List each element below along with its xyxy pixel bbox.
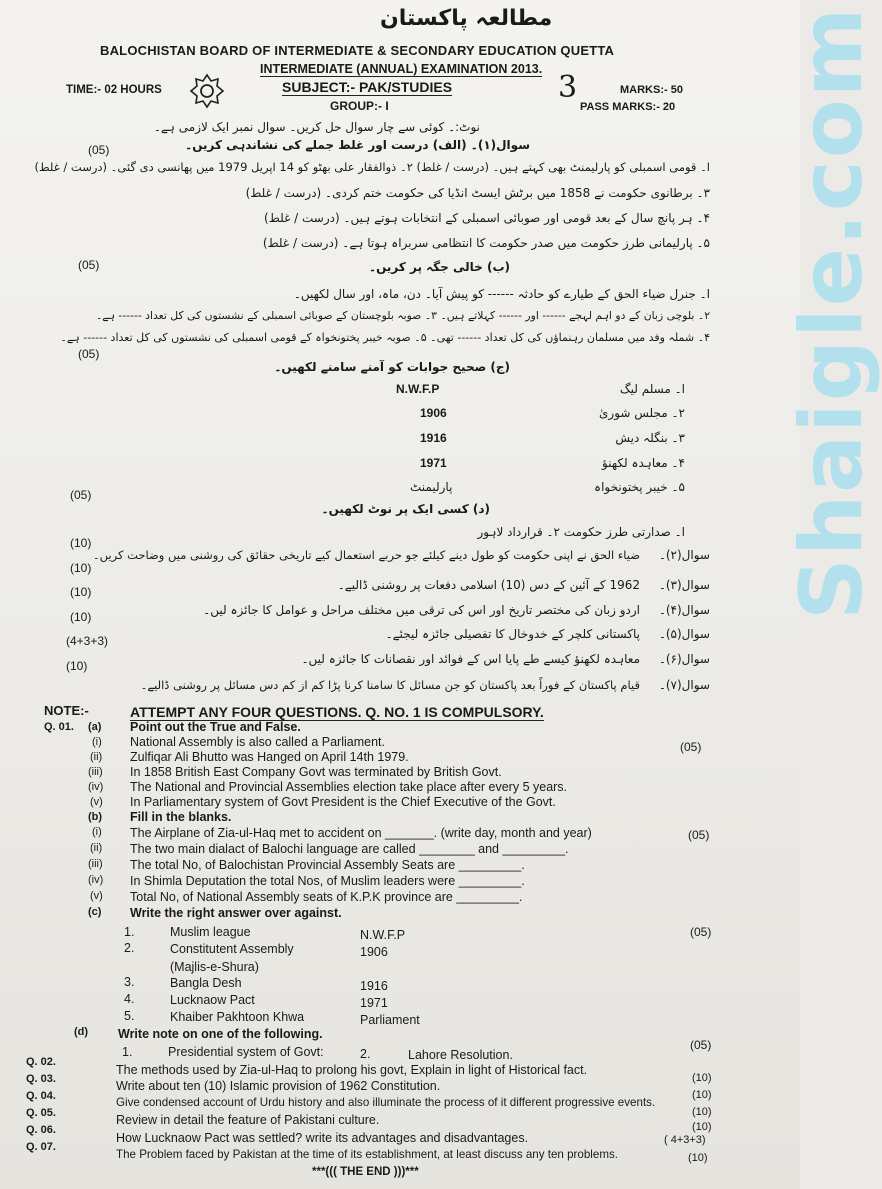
urdu-q4-label: سوال(۴)۔ <box>658 603 710 617</box>
q6-number: Q. 06. <box>26 1124 56 1136</box>
urdu-q5-marks: (10) <box>70 610 92 624</box>
urdu-q1d-marks: (05) <box>70 488 92 502</box>
urdu-q1a-item: ا۔ قومی اسمبلی کو پارلیمنٹ بھی کہتے ہیں۔ (درست / غلط) ۲۔ ذوالفقار علی بھٹو کو 14 اپریل 1979 میں پھانسی دی گئی۔ (درست / غلط) <box>34 160 710 174</box>
match-right: N.W.F.P <box>360 928 406 942</box>
exam-time: TIME:- 02 HOURS <box>66 84 162 96</box>
q1a-item: In Parliamentary system of Govt President is the Chief Executive of the Govt. <box>130 795 556 809</box>
match-right: 1906 <box>360 945 388 959</box>
match-num: 5. <box>124 1009 135 1023</box>
q1b-item: The total No, of Balochistan Provincial Assembly Seats are _________. <box>130 858 525 872</box>
urdu-match-left: ۵۔ خیبر پختونخواہ <box>594 480 685 494</box>
urdu-q3-marks: (10) <box>70 561 92 575</box>
q2-number: Q. 02. <box>26 1056 56 1068</box>
q1b-item-num: (iii) <box>88 858 103 870</box>
q6-marks: ( 4+3+3) <box>664 1134 706 1146</box>
match-num: 2. <box>124 941 135 955</box>
urdu-q1c-label: (ج) صحیح جوابات کو آمنے سامنے لکھیں۔ <box>274 360 510 374</box>
urdu-q6-label: سوال(۶)۔ <box>658 652 710 666</box>
urdu-match-right: 1971 <box>420 456 447 470</box>
urdu-q3-label: سوال(۳)۔ <box>658 578 710 592</box>
q1b-item-num: (ii) <box>90 842 103 854</box>
q1b-item-num: (v) <box>90 890 103 902</box>
q2-text: The methods used by Zia-ul-Haq to prolong his govt, Explain in light of Historical fact. <box>116 1063 588 1077</box>
urdu-match-left: ۲۔ مجلس شوریٰ <box>599 406 685 420</box>
the-end: ***((( THE END )))*** <box>312 1166 419 1178</box>
urdu-q4-marks: (10) <box>70 585 92 599</box>
match-left: Constitutent Assembly <box>170 942 294 956</box>
urdu-q4-text: اردو زبان کی مختصر تاریخ اور اس کی ترقی میں مختلف مراحل و عوامل کا جائزہ لیں۔ <box>203 603 640 617</box>
q1c-title: Write the right answer over against. <box>130 906 342 920</box>
q1d-opt1: Presidential system of Govt: <box>168 1045 324 1059</box>
q1a-item: The National and Provincial Assemblies election take place after every 5 years. <box>130 780 568 794</box>
q3-marks: (10) <box>692 1089 712 1101</box>
match-right: 1916 <box>360 979 388 993</box>
q1d-marks: (05) <box>690 1038 712 1052</box>
q1a-item-num: (v) <box>90 796 103 808</box>
q1b-item-num: (iv) <box>88 874 104 886</box>
q1b-item: In Shimla Deputation the total Nos, of Muslim leaders were _________. <box>130 874 525 888</box>
pass-marks: PASS MARKS:- 20 <box>580 101 676 113</box>
q1c-label: (c) <box>88 906 102 918</box>
q1a-item-num: (ii) <box>90 751 103 763</box>
match-left: Muslim league <box>170 925 251 939</box>
q1c-marks: (05) <box>690 925 712 939</box>
q1d-opt2-num: 2. <box>360 1047 371 1061</box>
urdu-q1c-marks: (05) <box>78 347 100 361</box>
match-num: 3. <box>124 975 135 989</box>
urdu-match-right: 1916 <box>420 431 447 445</box>
q6-text: How Lucknaow Pact was settled? write its advantages and disadvantages. <box>116 1131 529 1145</box>
q1d-label: (d) <box>74 1026 89 1038</box>
urdu-q1d-label: (د) کسی ایک پر نوٹ لکھیں۔ <box>321 502 490 516</box>
q7-text: The Problem faced by Pakistan at the time of its establishment, at least discuss any ten problems. <box>116 1148 618 1161</box>
q1a-item: National Assembly is also called a Parliament. <box>130 735 385 749</box>
urdu-match-left: ا۔ مسلم لیگ <box>619 382 685 396</box>
q1b-title: Fill in the blanks. <box>130 810 232 824</box>
urdu-match-right: N.W.F.P <box>396 382 440 396</box>
match-right: Parliament <box>360 1013 420 1027</box>
q1d-opt1-num: 1. <box>122 1045 133 1059</box>
q1b-item: Total No, of National Assembly seats of K.P.K province are _________. <box>130 890 523 904</box>
q1-number: Q. 01. <box>44 721 74 733</box>
board-logo-icon <box>190 74 224 108</box>
total-marks: MARKS:- 50 <box>620 84 683 96</box>
urdu-q5-label: سوال(۵)۔ <box>658 627 710 641</box>
q4-marks: (10) <box>692 1106 712 1118</box>
urdu-match-left: ۴۔ معاہدہ لکھنؤ <box>602 456 685 470</box>
match-left: Bangla Desh <box>170 976 242 990</box>
urdu-q1b-marks: (05) <box>78 258 100 272</box>
q1a-item: Zulfiqar Ali Bhutto was Hanged on April 14th 1979. <box>130 750 409 764</box>
q1a-label: (a) <box>88 721 102 733</box>
q1b-item: The two main dialact of Balochi language are called ________ and _________. <box>130 842 569 856</box>
watermark-text: Shaigle.com <box>782 5 882 620</box>
english-note-label: NOTE:- <box>44 703 89 718</box>
q4-text: Give condensed account of Urdu history and also illuminate the process of it different progressive events. <box>116 1096 656 1109</box>
english-note: ATTEMPT ANY FOUR QUESTIONS. Q. NO. 1 IS COMPULSORY. <box>130 704 544 720</box>
urdu-q1a-item: ۵۔ پارلیمانی طرز حکومت میں صدر حکومت کا انتظامی سربراہ ہوتا ہے۔ (درست / غلط) <box>262 236 710 250</box>
urdu-q1b-item: ۲۔ بلوچی زبان کے دو اہم لہجے ------ اور ------ کہلاتے ہیں۔ ۳۔ صوبہ بلوچستان کے صوبائی اسمبلی کے نشستوں کی کل تعداد ------ ہے۔ <box>95 309 710 322</box>
q1a-item-num: (iii) <box>88 766 103 778</box>
q7-number: Q. 07. <box>26 1141 56 1153</box>
board-name: BALOCHISTAN BOARD OF INTERMEDIATE & SECONDARY EDUCATION QUETTA <box>100 43 615 58</box>
urdu-q1b-label: (ب) خالی جگہ پر کریں۔ <box>369 260 510 274</box>
q5-text: Review in detail the feature of Pakistani culture. <box>116 1113 380 1127</box>
urdu-q1b-item: ا۔ جنرل ضیاء الحق کے طیارے کو حادثہ ------ کو پیش آیا۔ دن، ماہ، اور سال لکھیں۔ <box>293 287 710 301</box>
urdu-q1-label: سوال(۱)۔ (الف) درست اور غلط جملے کی نشاندہی کریں۔ <box>185 138 530 152</box>
urdu-q2-marks: (10) <box>70 536 92 550</box>
urdu-q2-label: سوال(۲)۔ <box>658 548 710 562</box>
q1a-item-num: (iv) <box>88 781 104 793</box>
urdu-q2-text: ضیاء الحق نے اپنی حکومت کو طول دینے کیلئے جو حربے استعمال کیے تاریخی حقائق کی روشنی میں وضاحت کریں۔ <box>92 548 640 562</box>
q1a-marks: (05) <box>680 740 702 754</box>
urdu-q5-text: پاکستانی کلچر کے خدوخال کا تفصیلی جائزہ لیجئے۔ <box>385 627 640 641</box>
match-num: 4. <box>124 992 135 1006</box>
urdu-q7-marks: (10) <box>66 659 88 673</box>
q2-marks: (10) <box>692 1072 712 1084</box>
match-left: Khaiber Pakhtoon Khwa <box>170 1010 305 1024</box>
q1a-item-num: (i) <box>92 736 102 748</box>
urdu-match-right: 1906 <box>420 406 447 420</box>
urdu-q1d-options: ا۔ صدارتی طرز حکومت ۲۔ قرارداد لاہور <box>477 525 685 539</box>
match-num: 1. <box>124 925 135 939</box>
paper-code: 3 <box>558 70 578 105</box>
urdu-subject-title: مطالعہ پاکستان <box>380 6 553 31</box>
q3-text: Write about ten (10) Islamic provision of 1962 Constitution. <box>116 1079 441 1093</box>
group: GROUP:- I <box>330 99 389 113</box>
urdu-q7-text: قیام پاکستان کے فوراً بعد پاکستان کو جن مسائل کا سامنا کرنا پڑا کم از کم دس مسائل پر روشنی ڈالیے۔ <box>140 678 640 692</box>
q1d-opt2: Lahore Resolution. <box>408 1048 513 1062</box>
urdu-match-right: پارلیمنٹ <box>410 480 453 494</box>
match-left: Lucknaow Pact <box>170 993 255 1007</box>
urdu-q6-marks: (4+3+3) <box>66 634 109 648</box>
exam-title: INTERMEDIATE (ANNUAL) EXAMINATION 2013. <box>260 62 543 76</box>
urdu-q1a-marks: (05) <box>88 143 110 157</box>
urdu-q3-text: 1962 کے آئین کے دس (10) اسلامی دفعات پر روشنی ڈالیے۔ <box>337 578 640 592</box>
q1b-label: (b) <box>88 811 103 823</box>
q3-number: Q. 03. <box>26 1073 56 1085</box>
urdu-q1b-item: ۴۔ شملہ وفد میں مسلمان رہنماؤں کی کل تعداد ------ تھی۔ ۵۔ صوبہ خیبر پختونخواہ کے قومی اسمبلی کی نشستوں کی کل تعداد ------ ہے۔ <box>60 331 710 344</box>
q1a-title: Point out the True and False. <box>130 720 301 734</box>
urdu-match-left: ۳۔ بنگلہ دیش <box>615 431 685 445</box>
q1d-title: Write note on one of the following. <box>118 1027 323 1041</box>
q5-marks: (10) <box>692 1121 712 1133</box>
urdu-q7-label: سوال(۷)۔ <box>658 678 710 692</box>
q4-number: Q. 04. <box>26 1090 56 1102</box>
q1b-item: The Airplane of Zia-ul-Haq met to accident on _______. (write day, month and year) <box>130 826 592 840</box>
q1b-item-num: (i) <box>92 826 102 838</box>
match-right: 1971 <box>360 996 388 1010</box>
q5-number: Q. 05. <box>26 1107 56 1119</box>
match-left-sub: (Majlis-e-Shura) <box>170 960 259 974</box>
q7-marks: (10) <box>688 1152 708 1164</box>
urdu-note: نوٹ:۔ کوئی سے چار سوال حل کریں۔ سوال نمبر ایک لازمی ہے۔ <box>153 120 480 134</box>
urdu-q1a-item: ۴۔ ہر پانچ سال کے بعد قومی اور صوبائی اسمبلی کے انتخابات ہوتے ہیں۔ (درست / غلط) <box>264 211 710 225</box>
subject: SUBJECT:- PAK/STUDIES <box>282 79 453 95</box>
urdu-q1a-item: ۳۔ برطانوی حکومت نے 1858 میں برٹش ایسٹ انڈیا کی حکومت ختم کردی۔ (درست / غلط) <box>245 186 710 200</box>
q1a-item: In 1858 British East Company Govt was terminated by British Govt. <box>130 765 502 779</box>
urdu-q6-text: معاہدہ لکھنؤ کیسے طے پایا اس کے فوائد اور نقصانات کا جائزہ لیں۔ <box>301 652 640 666</box>
q1b-marks: (05) <box>688 828 710 842</box>
